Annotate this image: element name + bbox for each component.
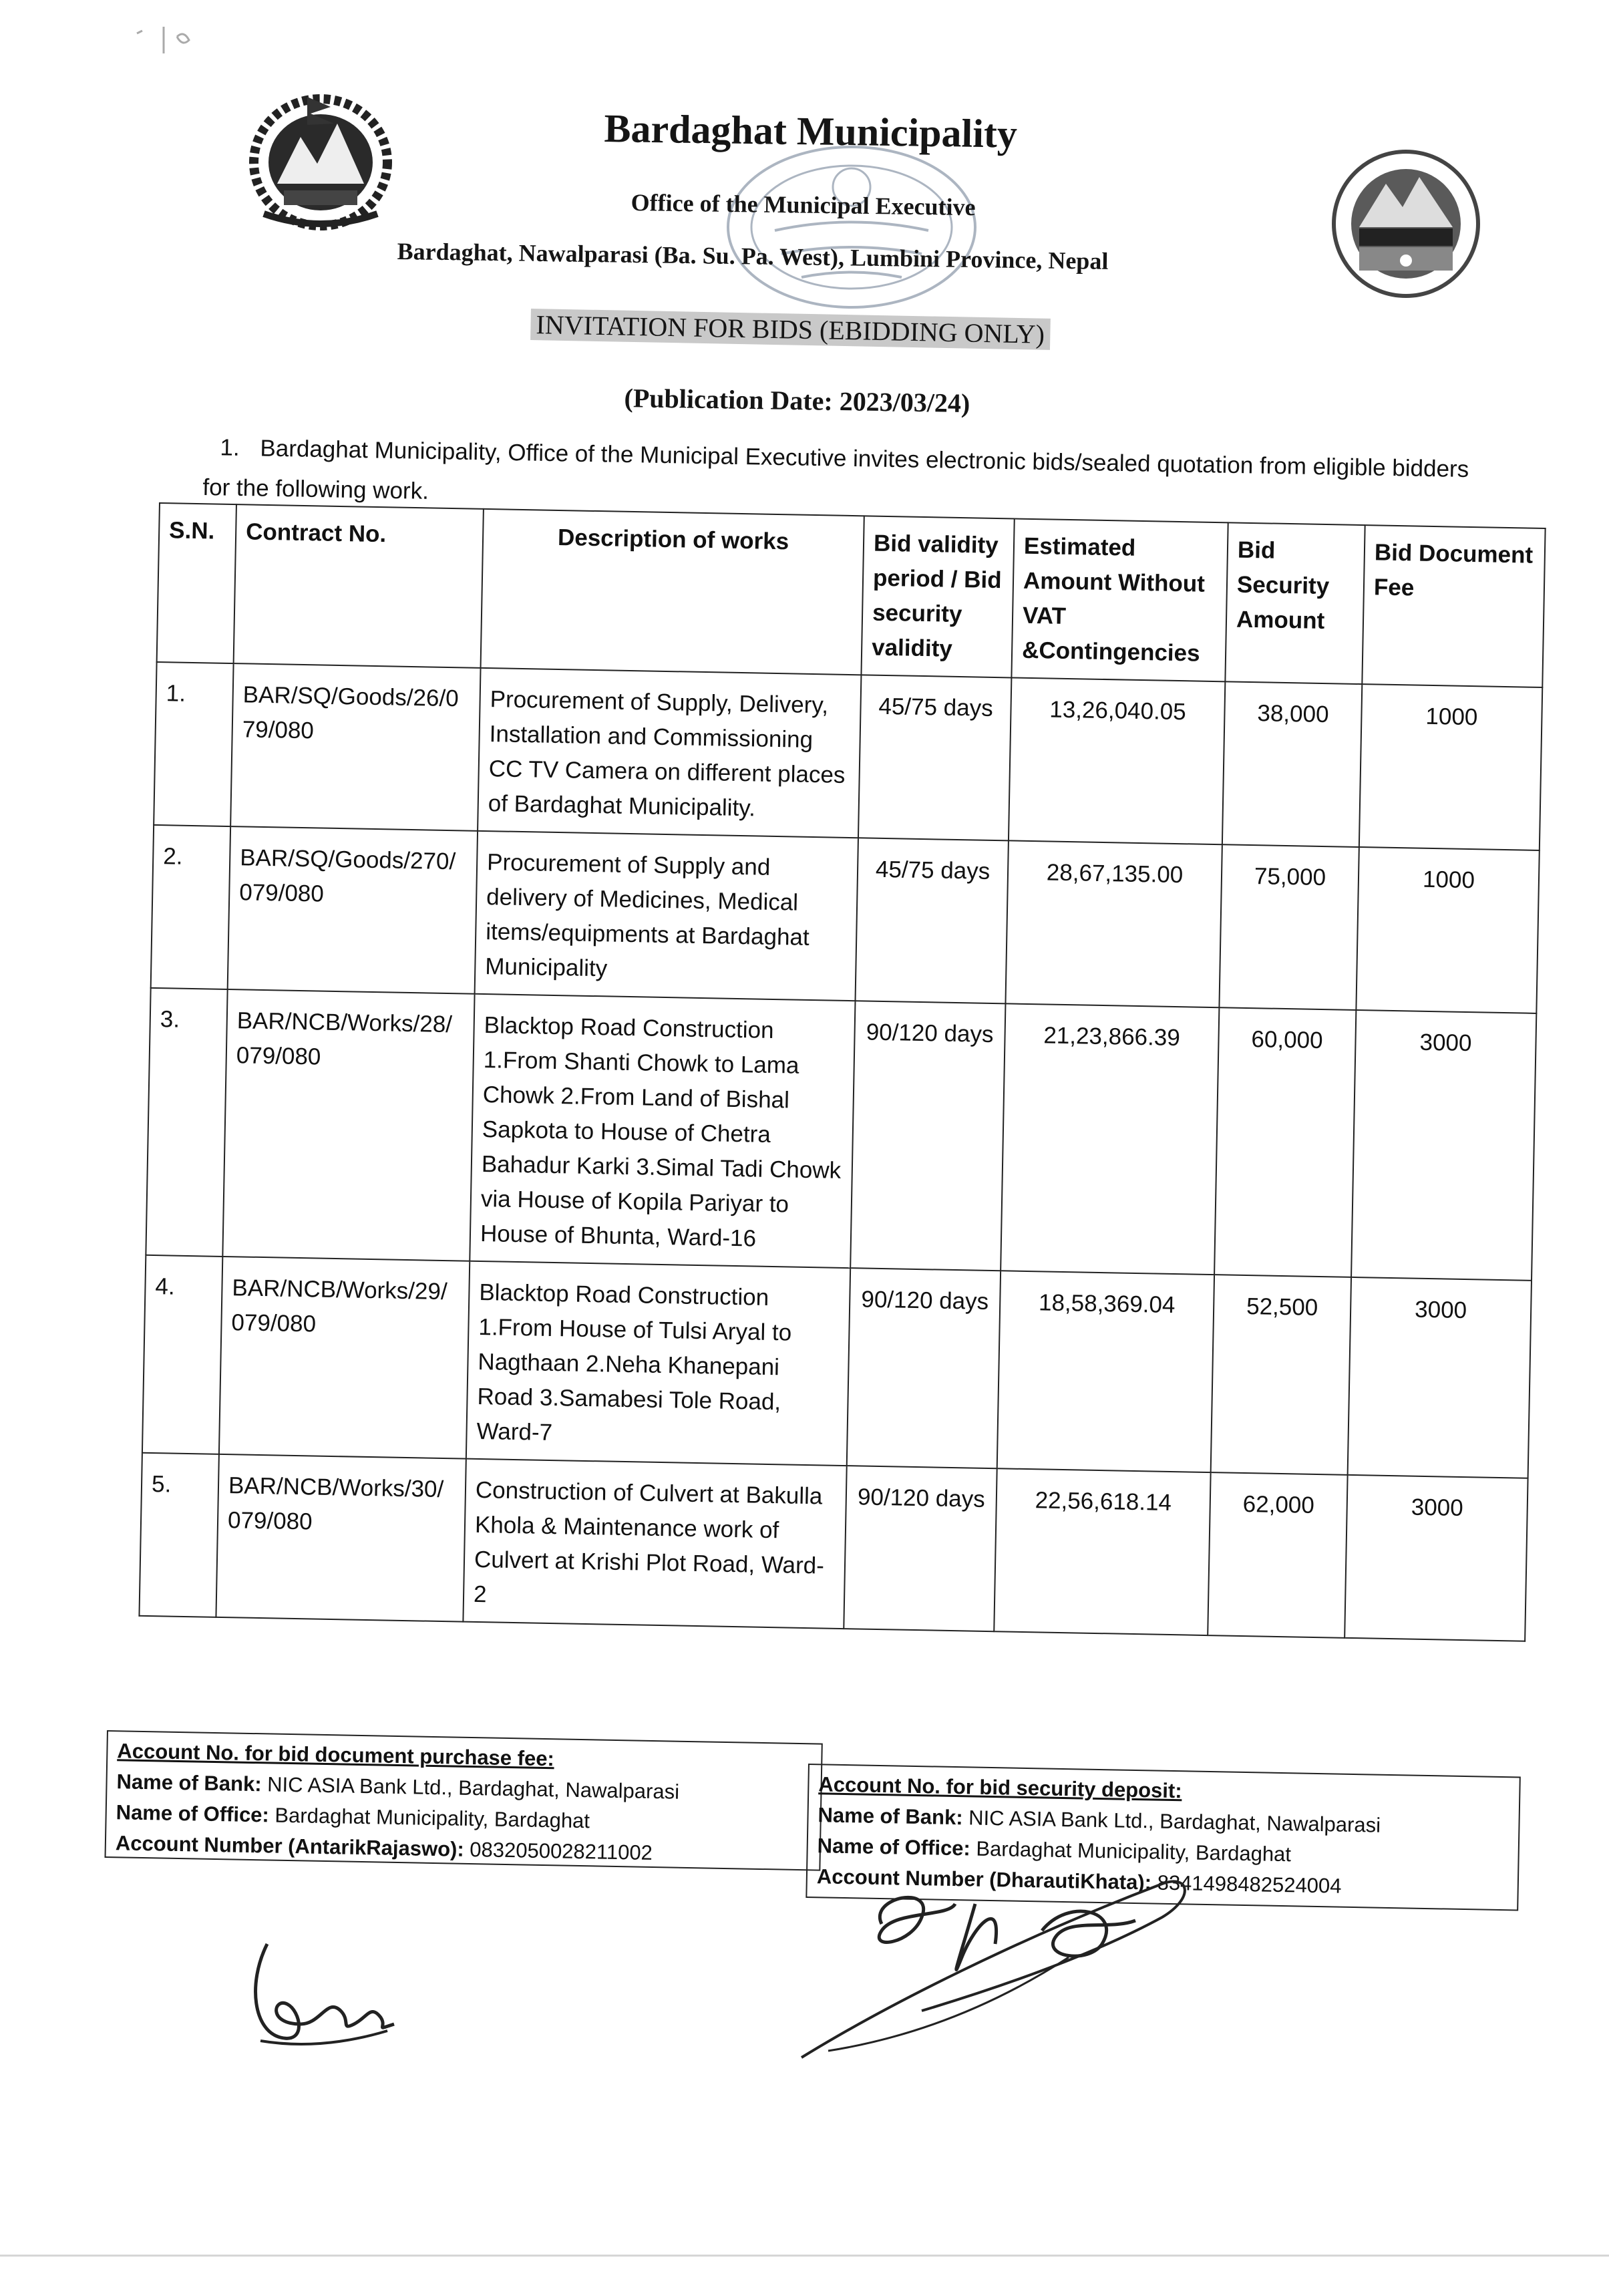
cell-contract-no: BAR/SQ/Goods/270/079/080 (228, 826, 478, 994)
header-contract-no: Contract No. (234, 504, 484, 668)
fee-number-label: Account Number (AntarikRajaswo): (115, 1831, 465, 1861)
cell-contract-no: BAR/NCB/Works/28/079/080 (222, 989, 474, 1261)
header-sn: S.N. (157, 503, 236, 663)
cell-estimated-amount: 13,26,040.05 (1009, 677, 1225, 844)
cell-document-fee: 3000 (1351, 1010, 1536, 1281)
table-row (142, 1255, 1532, 1478)
cell-sn: 5. (139, 1453, 218, 1617)
cell-contract-no: BAR/NCB/Works/29/079/080 (219, 1257, 470, 1459)
cell-description: Blacktop Road Construction 1.From House of Tulsi Aryal to Nagthaan 2.Neha Khanepani Road 3.Samabesi Tole Road, Ward-7 (466, 1261, 850, 1466)
security-office-label: Name of Office: (817, 1834, 971, 1860)
cell-contract-no: BAR/NCB/Works/30/079/080 (216, 1454, 466, 1622)
table-header-row (157, 503, 1546, 687)
scan-mark-icon (130, 20, 210, 67)
intro-number: 1. (220, 434, 240, 461)
fee-number-value: 0832050028211002 (470, 1837, 653, 1864)
header-bid-validity: Bid validity period / Bid security validity (861, 516, 1014, 677)
signature-right-icon (788, 1857, 1229, 2071)
cell-contract-no: BAR/SQ/Goods/26/079/080 (230, 663, 480, 831)
cell-bid-validity: 90/120 days (847, 1268, 1001, 1468)
cell-bid-security: 52,500 (1211, 1275, 1351, 1475)
intro-text: Bardaghat Municipality, Office of the Municipal Executive invites electronic bids/sealed quotation from eligible bidders for the following work. (202, 435, 1469, 504)
cell-bid-security: 60,000 (1214, 1007, 1356, 1277)
table-row (146, 988, 1536, 1281)
fee-account-heading: Account No. for bid document purchase fee: (117, 1739, 555, 1771)
publication-date: (Publication Date: 2023/03/24) (624, 382, 970, 419)
header-document-fee: Bid Document Fee (1362, 525, 1545, 687)
security-account-heading: Account No. for bid security deposit: (818, 1772, 1182, 1803)
cell-sn: 4. (142, 1255, 222, 1454)
national-emblem-icon (237, 84, 404, 237)
fee-office-label: Name of Office: (116, 1800, 270, 1827)
cell-bid-validity: 45/75 days (858, 675, 1011, 840)
cell-bid-security: 62,000 (1208, 1472, 1347, 1638)
cell-bid-validity: 90/120 days (844, 1466, 997, 1631)
security-number-value: 8341498482524004 (1157, 1870, 1342, 1898)
security-office-value: Bardaghat Municipality, Bardaghat (976, 1836, 1292, 1866)
office-stamp-icon (721, 140, 982, 314)
cell-bid-validity: 90/120 days (850, 1001, 1005, 1271)
header-bid-security: Bid Security Amount (1225, 522, 1365, 684)
fee-office-value: Bardaghat Municipality, Bardaghat (275, 1803, 590, 1833)
scan-edge-line (0, 2255, 1609, 2257)
signature-left-icon (240, 1931, 407, 2064)
security-number-label: Account Number (DharautiKhata): (816, 1864, 1152, 1895)
table-row (151, 825, 1540, 1013)
cell-sn: 2. (151, 825, 230, 989)
cell-description: Construction of Culvert at Bakulla Khola & Maintenance work of Culvert at Krishi Plot Road, Ward-2 (463, 1459, 846, 1629)
cell-document-fee: 1000 (1359, 684, 1542, 850)
cell-bid-security: 38,000 (1222, 681, 1362, 847)
cell-bid-validity: 45/75 days (856, 838, 1009, 1003)
table-row (154, 662, 1542, 850)
fee-account-box (104, 1730, 822, 1871)
header-estimated-amount: Estimated Amount Without VAT &Contingencies (1011, 518, 1228, 681)
municipality-logo-icon (1329, 147, 1483, 301)
office-address: Bardaghat, Nawalparasi (Ba. Su. Pa. West), Lumbini Province, Nepal (397, 237, 1109, 275)
cell-bid-security: 75,000 (1219, 844, 1359, 1010)
cell-estimated-amount: 18,58,369.04 (997, 1271, 1214, 1472)
cell-document-fee: 3000 (1345, 1475, 1528, 1641)
cell-sn: 1. (154, 662, 233, 826)
cell-document-fee: 3000 (1348, 1277, 1532, 1478)
cell-sn: 3. (146, 988, 227, 1257)
fee-bank-label: Name of Bank: (116, 1770, 262, 1796)
header-description: Description of works (481, 509, 864, 675)
bids-table (138, 502, 1546, 1642)
cell-estimated-amount: 28,67,135.00 (1005, 840, 1222, 1007)
fee-bank-value: NIC ASIA Bank Ltd., Bardaghat, Nawalparasi (266, 1772, 680, 1804)
table-row (139, 1453, 1528, 1641)
security-bank-value: NIC ASIA Bank Ltd., Bardaghat, Nawalparasi (968, 1806, 1381, 1837)
cell-description: Blacktop Road Construction 1.From Shanti Chowk to Lama Chowk 2.From Land of Bishal Sapkota to House of Chetra Bahadur Karki 3.Simal Tadi Chowk via House of Kopila Pariyar to House of Bhunta, Ward-16 (470, 994, 855, 1268)
cell-estimated-amount: 22,56,618.14 (994, 1468, 1210, 1635)
cell-description: Procurement of Supply and delivery of Medicines, Medical items/equipments at Bardaghat Municipality (475, 831, 858, 1001)
page-title: Bardaghat Municipality (604, 106, 1018, 156)
notice-heading: INVITATION FOR BIDS (EBIDDING ONLY) (530, 309, 1050, 350)
security-bank-label: Name of Bank: (818, 1803, 963, 1830)
office-name: Office of the Municipal Executive (631, 188, 976, 221)
cell-document-fee: 1000 (1356, 847, 1539, 1013)
cell-description: Procurement of Supply, Delivery, Installation and Commissioning CC TV Camera on different places of Bardaghat Municipality. (478, 668, 861, 838)
cell-estimated-amount: 21,23,866.39 (1001, 1003, 1219, 1275)
